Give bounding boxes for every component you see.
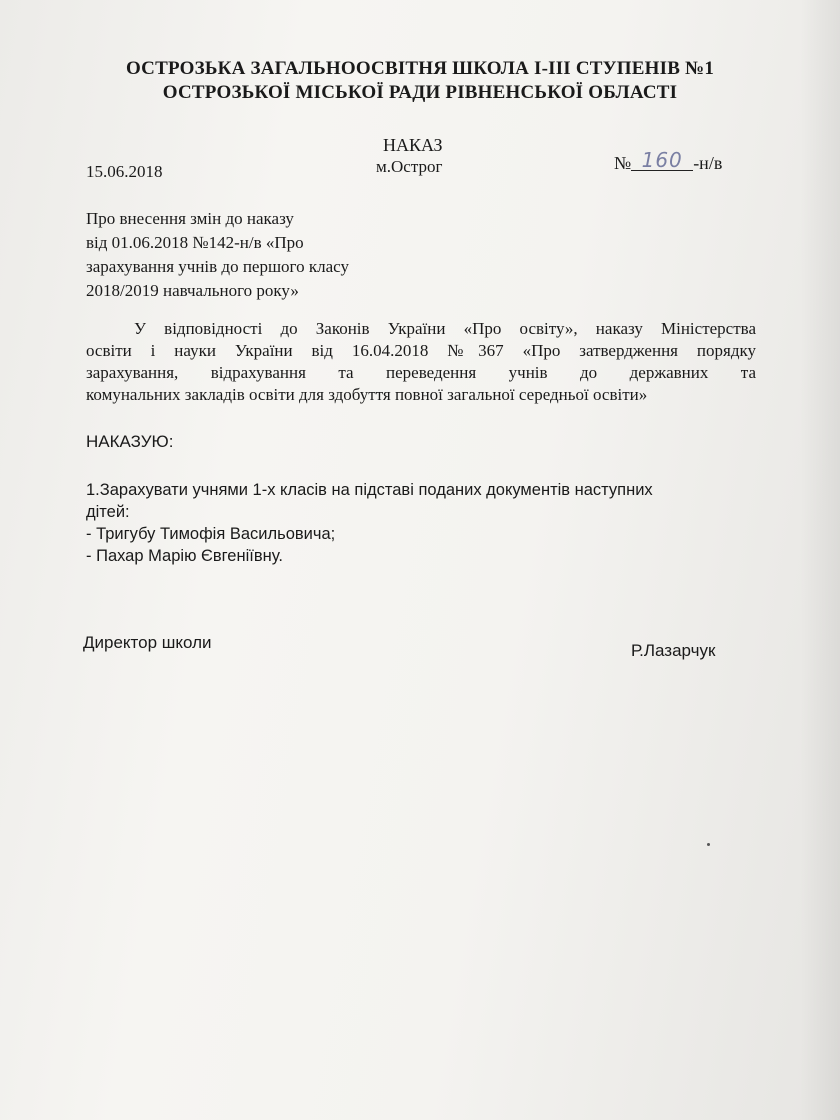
paper-speck	[707, 843, 710, 846]
subject-line: від 01.06.2018 №142-н/в «Про	[86, 233, 304, 252]
number-handwritten-slot	[631, 150, 693, 171]
order-directive-heading: НАКАЗУЮ:	[86, 432, 174, 451]
preamble-line: У відповідності до Законів України «Про освіту», наказу Міністерства	[134, 319, 756, 338]
preamble-paragraph	[86, 318, 756, 406]
order-date: 15.06.2018	[86, 162, 163, 181]
student-entry: - Пахар Марію Євгеніївну.	[86, 547, 283, 565]
school-name-line-2: ОСТРОЗЬКОЇ МІСЬКОЇ РАДИ РІВНЕНСЬКОЇ ОБЛАСТІ	[162, 82, 678, 103]
student-entry: - Тригубу Тимофія Васильовича;	[86, 525, 336, 543]
number-handwritten: 160	[641, 148, 683, 172]
signatory-position: Директор школи	[83, 633, 212, 652]
preamble-line: комунальних закладів освіти для здобуття повної загальної середньої освіти»	[86, 385, 648, 404]
order-title: НАКАЗ	[383, 135, 443, 155]
school-name-line-1: ОСТРОЗЬКА ЗАГАЛЬНООСВІТНЯ ШКОЛА І-ІІІ СТУПЕНІВ №1	[125, 58, 715, 79]
order-subject	[86, 207, 349, 303]
subject-line: Про внесення змін до наказу	[86, 209, 294, 228]
order-item-1	[86, 479, 653, 567]
preamble-line: освіти і науки України від 16.04.2018 №367 «Про затвердження порядку	[86, 341, 756, 360]
item-line: дітей:	[86, 503, 130, 521]
order-city: м.Острог	[376, 157, 443, 176]
subject-line: 2018/2019 навчального року»	[86, 281, 299, 300]
preamble-line: зарахування, відрахування та переведення учнів до державних та	[86, 363, 756, 382]
order-number	[614, 150, 722, 174]
number-prefix: №	[614, 153, 632, 173]
number-suffix: -н/в	[693, 153, 723, 173]
page-edge-shadow	[800, 0, 840, 1120]
signatory-name: Р.Лазарчук	[631, 641, 716, 660]
item-line: 1.Зарахувати учнями 1-х класів на підставі поданих документів наступних	[86, 481, 653, 499]
subject-line: зарахування учнів до першого класу	[86, 257, 349, 276]
